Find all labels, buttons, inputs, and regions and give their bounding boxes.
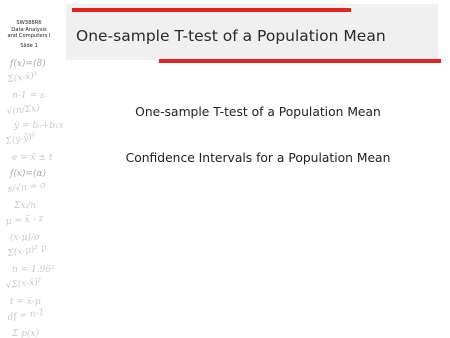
sidebar [0, 0, 64, 338]
title-accent-bar-bottom [159, 59, 441, 63]
svg-text:n = 1.96²: n = 1.96² [12, 265, 55, 275]
svg-text:ȳ = b₀+b₁x: ȳ = b₀+b₁x [14, 121, 64, 131]
body-line-ttest: One-sample T-test of a Population Mean [135, 105, 381, 119]
svg-text:(x-μ)/σ: (x-μ)/σ [10, 233, 41, 243]
slide-number: Slide 1 [20, 42, 38, 49]
svg-text:f(x)=(8): f(x)=(8) [10, 59, 46, 69]
svg-text:n-1 = s: n-1 = s [12, 91, 45, 101]
formula-background [4, 0, 64, 338]
course-name-line1: Data Analysis [11, 26, 47, 33]
svg-text:t = x̄-μ: t = x̄-μ [10, 297, 41, 307]
course-name-line2: and Computers I [7, 33, 51, 40]
svg-text:f(x)=(α): f(x)=(α) [10, 169, 47, 179]
svg-text:df = n-1: df = n-1 [7, 307, 45, 323]
slide-title: One-sample T-test of a Population Mean [76, 27, 386, 45]
course-info [0, 20, 58, 49]
svg-text:√(n/Σx): √(n/Σx) [6, 103, 41, 117]
svg-text:Σ(x-x̄)²: Σ(x-x̄)² [7, 70, 39, 85]
body-line-confidence-intervals: Confidence Intervals for a Population Mean [125, 151, 391, 165]
svg-text:Σ(x-μ)² p: Σ(x-μ)² p [6, 242, 48, 259]
svg-text:e = x̄ ± t: e = x̄ ± t [12, 153, 53, 163]
svg-text:Σ(y-ŷ)²: Σ(y-ŷ)² [4, 131, 37, 147]
svg-text:Σ p(x): Σ p(x) [12, 329, 40, 338]
title-accent-bar-top [72, 8, 351, 12]
svg-text:Σxᵢ/n: Σxᵢ/n [14, 201, 37, 211]
svg-text:s/√n = σ: s/√n = σ [7, 180, 47, 195]
course-code: SW388R6 [16, 20, 42, 26]
svg-text:μ = x̄ - z: μ = x̄ - z [5, 213, 44, 227]
svg-text:√Σ(x-x̄)²: √Σ(x-x̄)² [5, 277, 42, 291]
